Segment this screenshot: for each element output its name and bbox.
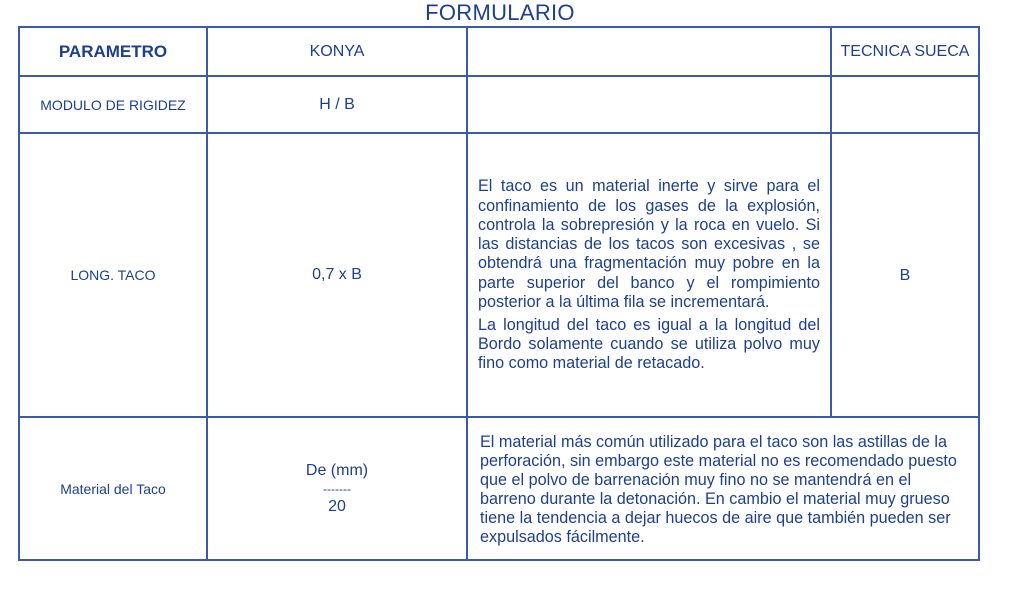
cell-konya: 0,7 x B xyxy=(207,133,467,417)
konya-formula-denominator: 20 xyxy=(328,497,346,515)
konya-formula-divider: ------- xyxy=(323,481,351,496)
cell-description: El material más común utilizado para el taco son las astillas de la perforación, sin embargo este material no es recomendado puesto que el polvo de barrenación muy fino no se mantendrá en el barreno durante la detonación. En cambio el material muy grueso tiene la tendencia a dejar huecos de aire que también pueden ser expulsados fácilmente. xyxy=(467,417,979,560)
table-row xyxy=(19,76,979,133)
cell-description xyxy=(467,76,831,133)
cell-konya xyxy=(207,417,467,560)
description-paragraph-2: La longitud del taco es igual a la longitud del Bordo solamente cuando se utiliza polvo muy fino como material de retacado. xyxy=(478,315,820,373)
cell-parametro: LONG. TACO xyxy=(19,133,207,417)
header-parametro: PARAMETRO xyxy=(19,27,207,76)
table-row xyxy=(19,133,979,417)
cell-konya: H / B xyxy=(207,76,467,133)
table-row xyxy=(19,417,979,560)
description-paragraph-1: El taco es un material inerte y sirve para el confinamiento de los gases de la explosión, controla la sobrepresión y la roca en vuelo. Si las distancias de los tacos son excesivas , se obtendrá una fragmentación muy pobre en la parte superior del banco y el rompimiento posterior a la última fila se incrementará. xyxy=(478,177,820,311)
page-title: FORMULARIO xyxy=(425,0,575,25)
cell-parametro: MODULO DE RIGIDEZ xyxy=(19,76,207,133)
header-konya: KONYA xyxy=(207,27,467,76)
konya-formula-numerator: De (mm) xyxy=(305,461,369,479)
cell-tecnica-sueca xyxy=(831,76,979,133)
header-tecnica-sueca: TECNICA SUECA xyxy=(831,27,979,76)
header-description xyxy=(467,27,831,76)
parameter-table xyxy=(18,26,980,561)
table-header-row xyxy=(19,27,979,76)
cell-description xyxy=(467,133,831,417)
cell-tecnica-sueca: B xyxy=(831,133,979,417)
cell-parametro: Material del Taco xyxy=(19,417,207,560)
